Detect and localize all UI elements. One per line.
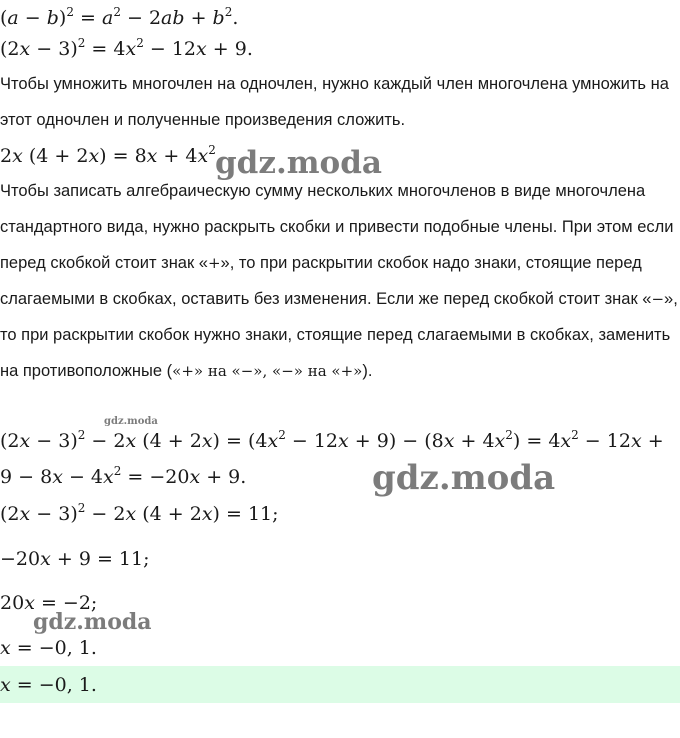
watermark: gdz.moda — [372, 458, 556, 498]
watermark: gdz.moda — [215, 145, 382, 181]
answer-box — [0, 666, 680, 703]
formula-equation: $(2x - 3)^2 - 2x$ (4 + 2x) = 11; — [0, 501, 279, 525]
formula-difference-line-2: $9 - 8x - 4x^2 = -20x + 9$. — [0, 464, 247, 488]
watermark: gdz.moda — [104, 416, 158, 427]
rule-polynomial-by-monomial: Чтобы умножить многочлен на одночлен, нужно каждый член многочлена умножить на этот одночлен и полученные произведения сложить. — [0, 75, 669, 129]
formula-difference-line-1: $(2x - 3)^2 - 2x$ $(4 + 2x) = (4x^2 - 12x + 9) - (8x + 4x^2) = 4x^2 - 12x$ + — [0, 428, 664, 452]
formula-monomial-product: 2x $(4 + 2x) = 8x + 4x^2$ — [0, 143, 216, 167]
rule-removing-brackets: Чтобы записать алгебраическую сумму нескольких многочленов в виде многочлена стандартного вида, нужно раскрыть скобки и привести подобные члены. При этом если перед скобкой стоит знак «+», то при раскрытии скобок надо знаки, стоящие перед слагаемыми в скобках, оставить без изменения. Если же перед скобкой стоит знак «−», то при раскрытии скобок нужно знаки, стоящие перед слагаемыми в скобках, заменить на противоположные («+» на «−», «−» на «+»). — [0, 182, 678, 380]
answer-formula: x = −0, 1. — [0, 674, 97, 696]
formula-step: 20x = −2; — [0, 592, 98, 614]
formula-square-of-difference: $(a - b)^2 = a^2 - 2ab + b^2$. — [0, 5, 239, 29]
watermark: gdz.moda — [33, 609, 152, 635]
formula-expand-square: $(2x - 3)^2 = 4x^2 - 12x + 9$. — [0, 36, 253, 60]
formula-simplified-equation: −20x + 9 = 11; — [0, 548, 150, 570]
formula-solution: x = −0, 1. — [0, 637, 97, 659]
